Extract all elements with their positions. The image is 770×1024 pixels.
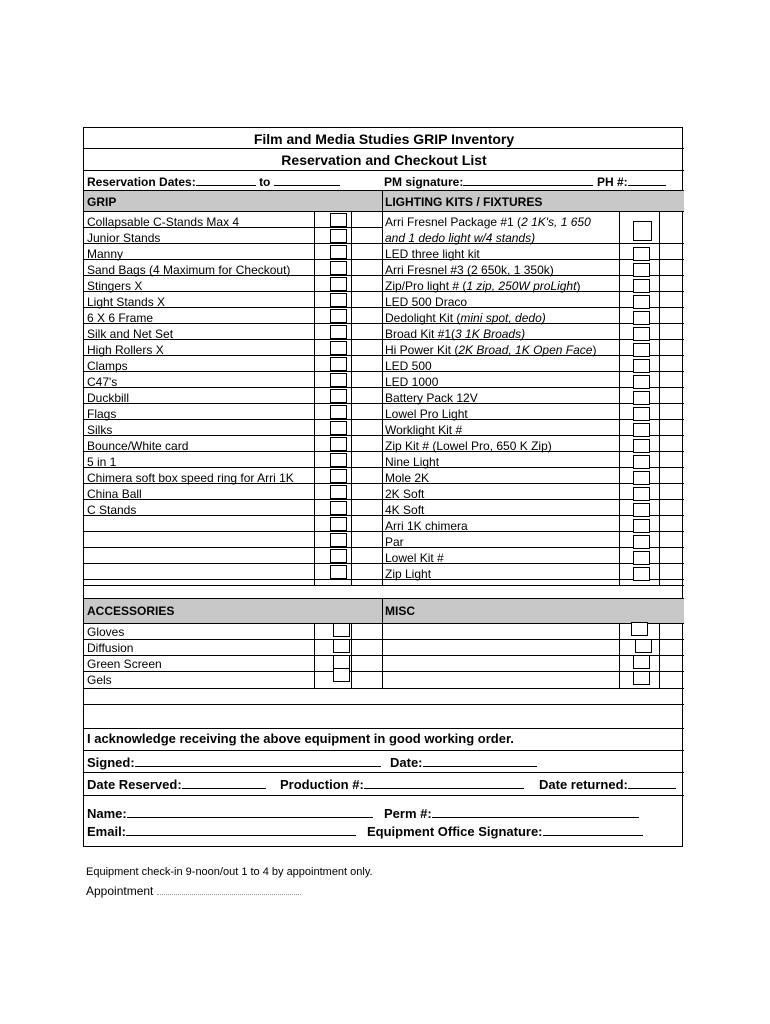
lighting-checkbox[interactable]: [633, 375, 650, 389]
accessories-heading: ACCESSORIES: [87, 604, 175, 618]
grip-checkbox[interactable]: [330, 437, 347, 451]
accessory-checkbox[interactable]: [333, 639, 350, 653]
misc-checkbox[interactable]: [633, 655, 650, 669]
lighting-item: LED three light kit: [385, 247, 480, 261]
lighting-checkbox[interactable]: [633, 471, 650, 485]
lighting-checkbox[interactable]: [633, 503, 650, 517]
grip-checkbox[interactable]: [330, 229, 347, 243]
accessory-checkbox[interactable]: [333, 623, 350, 637]
lighting-item: Worklight Kit #: [385, 423, 463, 437]
accessory-item: Gels: [87, 673, 112, 687]
lighting-checkbox[interactable]: [633, 519, 650, 533]
footer-note: Equipment check-in 9-noon/out 1 to 4 by appointment only.: [86, 866, 373, 878]
lighting-item: 2K Soft: [385, 487, 425, 501]
grip-checkbox[interactable]: [330, 293, 347, 307]
perm-row: [384, 805, 639, 821]
appointment-label: Appointment: [86, 884, 154, 898]
lighting-item: Lowel Pro Light: [385, 407, 468, 421]
grip-checkbox[interactable]: [330, 277, 347, 291]
production-label: Production #:: [280, 777, 364, 792]
lighting-item: Arri Fresnel #3 (2 650k, 1 350k): [385, 263, 554, 277]
lighting-checkbox[interactable]: [633, 567, 650, 581]
lighting-item-continued: and 1 dedo light w/4 stands): [385, 231, 536, 245]
lighting-checkbox[interactable]: [633, 423, 650, 437]
ph-row: [597, 173, 666, 189]
lighting-item: Broad Kit #1(3 1K Broads): [385, 327, 526, 341]
lighting-item: Zip Light: [385, 567, 432, 581]
production-field[interactable]: [364, 776, 524, 789]
grip-item: C47's: [87, 375, 118, 389]
grip-item: Light Stands X: [87, 295, 166, 309]
grip-checkbox[interactable]: [330, 565, 347, 579]
date-returned-field[interactable]: [628, 776, 676, 789]
grip-checkbox[interactable]: [330, 549, 347, 563]
perm-label: Perm #:: [384, 806, 432, 821]
date-label: Date:: [390, 755, 423, 770]
grip-checkbox[interactable]: [330, 389, 347, 403]
lighting-checkbox[interactable]: [633, 407, 650, 421]
misc-checkbox[interactable]: [635, 639, 652, 653]
grip-checkbox[interactable]: [330, 309, 347, 323]
grip-item: Manny: [87, 247, 124, 261]
office-signature-row: [367, 823, 643, 839]
accessory-item: Diffusion: [87, 641, 134, 655]
lighting-checkbox[interactable]: [633, 263, 650, 277]
grip-checkbox[interactable]: [330, 261, 347, 275]
grip-inventory-form: [83, 127, 683, 847]
pm-signature-row: [384, 173, 593, 189]
grip-checkbox[interactable]: [330, 453, 347, 467]
grip-item: Chimera soft box speed ring for Arri 1K: [87, 471, 294, 485]
lighting-checkbox[interactable]: [633, 311, 650, 325]
signed-label: Signed:: [87, 755, 135, 770]
grip-item: Silks: [87, 423, 113, 437]
grip-checkbox[interactable]: [330, 469, 347, 483]
date-returned-row: [539, 776, 676, 792]
lighting-checkbox[interactable]: [633, 391, 650, 405]
grip-item: High Rollers X: [87, 343, 164, 357]
grip-checkbox[interactable]: [330, 485, 347, 499]
grip-item: Silk and Net Set: [87, 327, 174, 341]
grip-item: 6 X 6 Frame: [87, 311, 154, 325]
ph-label: PH #:: [597, 175, 628, 189]
lighting-item: Mole 2K: [385, 471, 430, 485]
accessory-checkbox[interactable]: [333, 668, 350, 682]
grip-item: Stingers X: [87, 279, 143, 293]
acknowledgement-text: I acknowledge receiving the above equipment in good working order.: [87, 731, 514, 746]
lighting-item: Lowel Kit #: [385, 551, 444, 565]
date-field[interactable]: [423, 754, 537, 767]
lighting-checkbox[interactable]: [633, 455, 650, 469]
lighting-item: Battery Pack 12V: [385, 391, 478, 405]
grip-checkbox[interactable]: [330, 517, 347, 531]
lighting-checkbox[interactable]: [633, 343, 650, 357]
lighting-item: 4K Soft: [385, 503, 425, 517]
grip-checkbox[interactable]: [330, 325, 347, 339]
appointment-row: [86, 882, 301, 898]
grip-item: Clamps: [87, 359, 128, 373]
perm-field[interactable]: [432, 805, 639, 818]
name-row: [87, 805, 373, 821]
production-row: [280, 776, 524, 792]
grip-item: Sand Bags (4 Maximum for Checkout): [87, 263, 291, 277]
lighting-item: Nine Light: [385, 455, 440, 469]
lighting-item: Zip Kit # (Lowel Pro, 650 K Zip): [385, 439, 552, 453]
grip-item: C Stands: [87, 503, 137, 517]
date-returned-label: Date returned:: [539, 777, 628, 792]
lighting-item: LED 500: [385, 359, 432, 373]
date-row: [390, 754, 537, 770]
office-signature-field[interactable]: [543, 823, 643, 836]
form-subtitle: Reservation and Checkout List: [281, 152, 487, 168]
grip-item: Duckbill: [87, 391, 130, 405]
grip-checkbox[interactable]: [330, 501, 347, 515]
misc-heading: MISC: [385, 604, 415, 618]
accessory-item: Gloves: [87, 625, 125, 639]
lighting-item: LED 1000: [385, 375, 439, 389]
signed-field[interactable]: [135, 754, 381, 767]
lighting-checkbox[interactable]: [633, 247, 650, 261]
grip-checkbox[interactable]: [330, 533, 347, 547]
email-row: [87, 823, 356, 839]
form-title: Film and Media Studies GRIP Inventory: [253, 131, 515, 147]
grip-checkbox[interactable]: [330, 405, 347, 419]
lighting-item: Zip/Pro light # (1 zip, 250W proLight): [385, 279, 581, 293]
email-field[interactable]: [126, 823, 356, 836]
lighting-checkbox[interactable]: [633, 551, 650, 565]
lighting-checkbox[interactable]: [633, 221, 652, 241]
lighting-item: LED 500 Draco: [385, 295, 468, 309]
reservation-dates-label: Reservation Dates:: [87, 175, 196, 189]
lighting-checkbox[interactable]: [633, 535, 650, 549]
lighting-checkbox[interactable]: [633, 295, 650, 309]
grip-item: Junior Stands: [87, 231, 161, 245]
lighting-item: Hi Power Kit (2K Broad, 1K Open Face): [385, 343, 597, 357]
to-label: to: [259, 175, 271, 189]
grip-item: China Ball: [87, 487, 142, 501]
reservation-end-field[interactable]: [274, 173, 340, 186]
date-reserved-field[interactable]: [182, 776, 266, 789]
lighting-checkbox[interactable]: [633, 487, 650, 501]
lighting-item: Arri Fresnel Package #1 (2 1K's, 1 650: [385, 215, 591, 229]
pm-signature-field[interactable]: [463, 173, 593, 186]
ph-field[interactable]: [628, 173, 666, 186]
signed-row: [87, 754, 381, 770]
pm-signature-label: PM signature:: [384, 175, 464, 189]
grip-item: 5 in 1: [87, 455, 117, 469]
grip-checkbox[interactable]: [330, 421, 347, 435]
lighting-item: Par: [385, 535, 404, 549]
reservation-start-field[interactable]: [196, 173, 256, 186]
lighting-checkbox[interactable]: [633, 439, 650, 453]
name-label: Name:: [87, 806, 127, 821]
grip-checkbox[interactable]: [330, 341, 347, 355]
lighting-item: Arri 1K chimera: [385, 519, 468, 533]
lighting-heading: LIGHTING KITS / FIXTURES: [385, 195, 543, 209]
grip-checkbox[interactable]: [330, 213, 347, 227]
misc-checkbox[interactable]: [631, 622, 648, 636]
email-label: Email:: [87, 824, 127, 839]
reservation-dates-row: [87, 173, 340, 189]
misc-checkbox[interactable]: [633, 671, 650, 685]
lighting-checkbox[interactable]: [633, 359, 650, 373]
accessory-checkbox[interactable]: [333, 655, 350, 669]
accessory-item: Green Screen: [87, 657, 162, 671]
grip-checkbox[interactable]: [330, 245, 347, 259]
lighting-item: Dedolight Kit (mini spot, dedo): [385, 311, 546, 325]
grip-item: Flags: [87, 407, 117, 421]
lighting-checkbox[interactable]: [633, 279, 650, 293]
name-field[interactable]: [127, 805, 373, 818]
grip-checkbox[interactable]: [330, 373, 347, 387]
appointment-field[interactable]: [157, 882, 301, 895]
date-reserved-label: Date Reserved:: [87, 777, 182, 792]
grip-heading: GRIP: [87, 195, 117, 209]
lighting-checkbox[interactable]: [633, 327, 650, 341]
grip-item: Bounce/White card: [87, 439, 189, 453]
office-signature-label: Equipment Office Signature:: [367, 824, 543, 839]
grip-item: Collapsable C-Stands Max 4: [87, 215, 240, 229]
grip-checkbox[interactable]: [330, 357, 347, 371]
date-reserved-row: [87, 776, 266, 792]
